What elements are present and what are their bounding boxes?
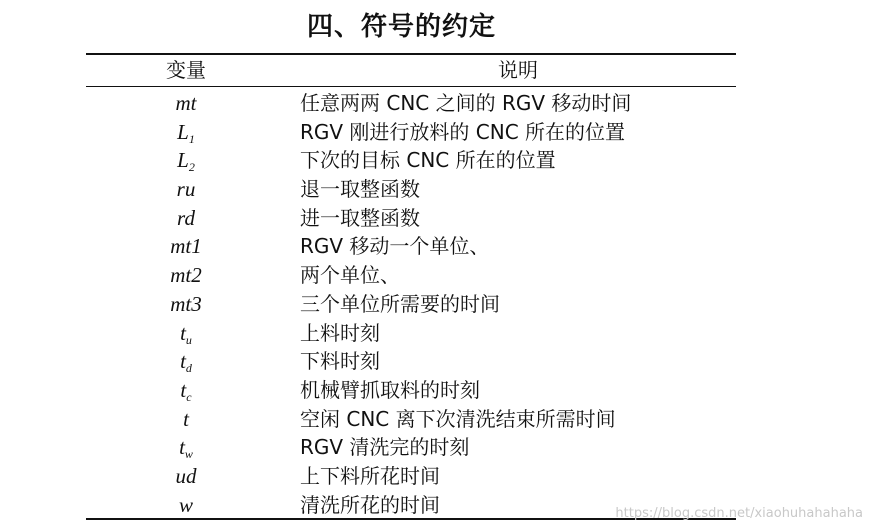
symbol-main: mt3 [170, 291, 202, 316]
symbol-main: t [183, 406, 189, 431]
symbol-variable [86, 491, 286, 519]
symbol-variable [86, 232, 286, 260]
symbol-variable [86, 204, 286, 232]
symbol-main: mt [175, 91, 197, 115]
symbol-main: t [180, 377, 187, 402]
symbol-main: rd [177, 205, 195, 230]
symbol-main: ud [175, 463, 197, 488]
watermark-url: https://blog.csdn.net/xiaohuhahahaha [615, 506, 863, 521]
symbol-description: 进一取整函数 [300, 205, 420, 230]
symbol-description: 清洗所花的时间 [300, 492, 440, 517]
symbol-main: ru [176, 177, 196, 202]
table-row [86, 118, 736, 147]
symbol-variable [86, 290, 286, 318]
symbol-description: 下次的目标 CNC 所在的位置 [300, 148, 556, 173]
symbol-main: w [178, 492, 193, 517]
table-row [86, 146, 736, 175]
symbol-subscript: 1 [188, 131, 195, 146]
header-variable: 变量 [166, 58, 206, 82]
table-row [86, 319, 736, 348]
symbol-description: RGV 刚进行放料的 CNC 所在的位置 [300, 119, 626, 144]
symbol-variable [86, 89, 286, 117]
symbol-main: L [177, 148, 189, 173]
header-description: 说明 [498, 58, 538, 82]
symbol-description: RGV 移动一个单位、 [300, 234, 490, 259]
table-row [86, 290, 736, 319]
symbol-description: 退一取整函数 [300, 177, 420, 202]
table-row [86, 405, 736, 434]
symbol-variable [86, 462, 286, 490]
symbol-variable [86, 261, 286, 289]
symbol-subscript: d [185, 361, 192, 376]
symbol-subscript: w [184, 447, 193, 462]
symbol-main: t [179, 435, 185, 460]
symbol-variable [86, 175, 286, 203]
table-row [86, 261, 736, 290]
table-top-rule [86, 53, 736, 55]
symbol-description: 上下料所花时间 [300, 463, 440, 488]
table-row [86, 462, 736, 491]
symbol-main: mt1 [170, 234, 202, 259]
symbol-description: 两个单位、 [300, 263, 400, 288]
symbol-description: RGV 清洗完的时刻 [300, 435, 470, 460]
table-row [86, 347, 736, 376]
symbol-subscript: 2 [188, 160, 195, 175]
symbol-main: mt2 [170, 263, 202, 288]
symbol-variable [86, 405, 286, 433]
symbol-description: 机械臂抓取料的时刻 [300, 377, 480, 402]
table-row [86, 175, 736, 204]
symbol-description: 任意两两 CNC 之间的 RGV 移动时间 [300, 91, 632, 115]
symbol-description: 下料时刻 [300, 349, 380, 374]
table-row [86, 232, 736, 261]
symbol-table-body [86, 89, 736, 519]
table-row [86, 376, 736, 405]
table-row [86, 433, 736, 462]
table-row [86, 204, 736, 233]
symbol-subscript: u [185, 332, 192, 347]
symbol-description: 三个单位所需要的时间 [300, 291, 500, 316]
symbol-main: L [177, 119, 189, 144]
table-row [86, 89, 736, 118]
symbol-main: t [180, 349, 186, 374]
section-title: 四、符号的约定 [306, 12, 496, 42]
symbol-description: 上料时刻 [300, 320, 380, 345]
table-header-rule [86, 86, 736, 87]
symbol-description: 空闲 CNC 离下次清洗结束所需时间 [300, 406, 616, 431]
symbol-main: t [180, 320, 186, 345]
symbol-subscript: c [186, 389, 192, 404]
